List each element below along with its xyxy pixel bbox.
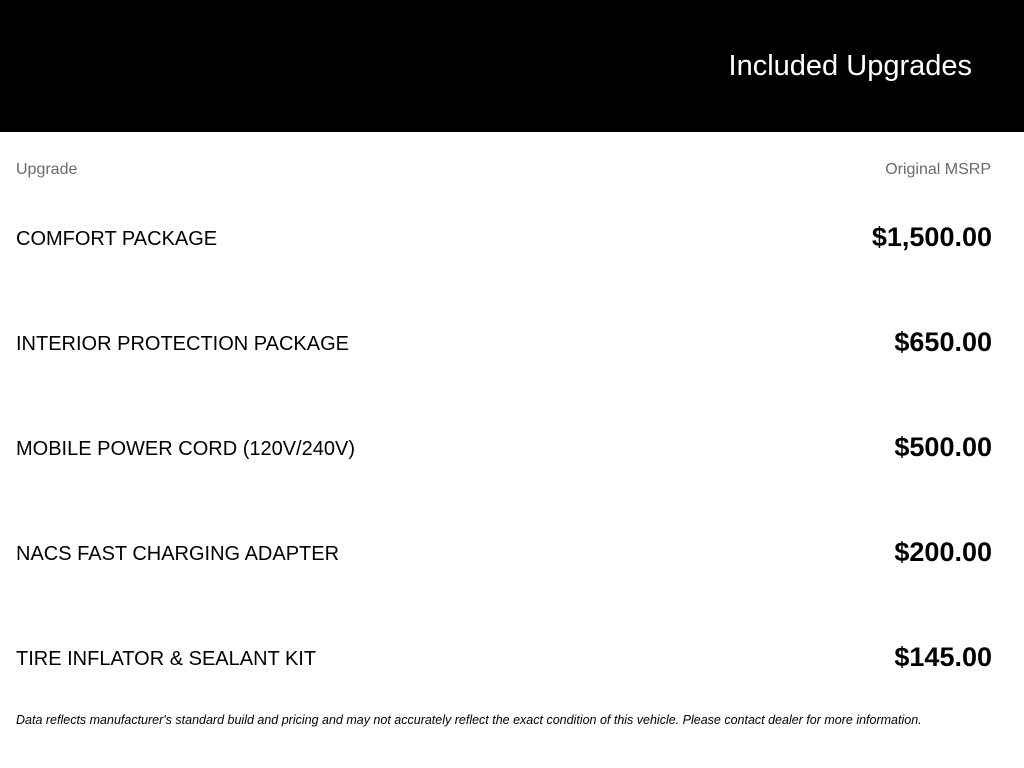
list-item — [0, 217, 1024, 257]
upgrade-price: $200.00 — [894, 537, 992, 567]
column-header-upgrade: Upgrade — [16, 161, 78, 178]
upgrade-name: COMFORT PACKAGE — [16, 228, 218, 250]
list-item — [0, 532, 1024, 572]
upgrade-price: $650.00 — [894, 327, 992, 357]
upgrade-name: TIRE INFLATOR & SEALANT KIT — [16, 648, 317, 670]
upgrade-price: $145.00 — [894, 642, 992, 672]
list-item — [0, 637, 1024, 677]
upgrade-name: MOBILE POWER CORD (120V/240V) — [16, 438, 355, 460]
upgrade-name: INTERIOR PROTECTION PACKAGE — [16, 333, 349, 355]
upgrade-name: NACS FAST CHARGING ADAPTER — [16, 543, 340, 565]
upgrade-price: $1,500.00 — [871, 222, 992, 252]
page-header — [0, 0, 1024, 132]
list-item — [0, 427, 1024, 467]
column-header-msrp: Original MSRP — [885, 161, 991, 178]
page-title: Included Upgrades — [728, 50, 972, 82]
list-item — [0, 322, 1024, 362]
upgrade-price: $500.00 — [894, 432, 992, 462]
disclaimer-text: Data reflects manufacturer's standard build and pricing and may not accurately reflect the exact condition of this vehicle. Please contact dealer for more information. — [16, 713, 922, 727]
